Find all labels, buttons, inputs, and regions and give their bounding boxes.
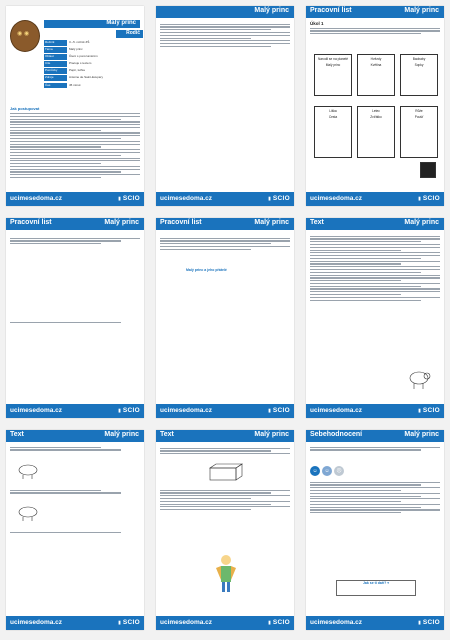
page-8 <box>156 430 294 630</box>
footer: ucimesedoma.cz ▮ SCIO <box>6 616 144 630</box>
fox-logo-icon <box>10 20 40 52</box>
info-row: Ročník 3.–5. ročník ZŠ <box>45 40 90 44</box>
page-4 <box>6 218 144 418</box>
sheep-doodle-icon <box>16 462 42 480</box>
page-2-text <box>160 22 290 49</box>
worksheet-box[interactable]: Hvězdy Květina <box>357 54 395 96</box>
header: Malý princ <box>156 6 294 18</box>
smile-icon: ☺ <box>310 466 320 476</box>
page-1 <box>6 6 144 206</box>
page-8-text <box>160 446 290 456</box>
page-7-text-3 <box>10 530 140 534</box>
worksheet-box[interactable]: Liška Cesta <box>314 106 352 158</box>
header: Text Malý princ <box>156 430 294 442</box>
little-prince-figure-icon <box>211 550 241 600</box>
worksheet-box[interactable]: Narodil se na planetě Malý princ <box>314 54 352 96</box>
header: Pracovní list Malý princ <box>6 218 144 230</box>
footer: ucimesedoma.cz ▮ SCIO <box>156 404 294 418</box>
section-title: Jak postupovat <box>10 106 40 111</box>
info-row: Oblast Čtení s porozuměním <box>45 54 98 59</box>
page-6-text <box>310 234 440 302</box>
info-table <box>44 40 140 90</box>
page-7 <box>6 430 144 630</box>
header: Text Malý princ <box>6 430 144 442</box>
page-9-text <box>310 445 440 452</box>
footer: ucimesedoma.cz ▮ SCIO <box>6 192 144 206</box>
header: Pracovní list Malý princ <box>156 218 294 230</box>
page-1-title-bar: Malý princ <box>44 20 140 28</box>
page-9-text-2 <box>310 480 440 515</box>
rodic-badge: Rodič <box>116 30 143 38</box>
info-row: Čas 45 minut <box>45 82 81 87</box>
footer: ucimesedoma.cz ▮ SCIO <box>156 616 294 630</box>
page-7-text-2 <box>10 488 140 495</box>
info-row: Cíle Pracuje s textem <box>45 61 92 66</box>
page-8-text-2 <box>160 488 290 512</box>
page-6 <box>306 218 444 418</box>
footer: ucimesedoma.cz ▮ SCIO <box>156 192 294 206</box>
page-2 <box>156 6 294 206</box>
page-5-text <box>160 236 290 252</box>
page-4-text-2 <box>10 320 140 324</box>
neutral-icon: ☺ <box>322 466 332 476</box>
sheep-doodle-icon <box>406 368 432 392</box>
page-5 <box>156 218 294 418</box>
sad-icon: ☹ <box>334 466 344 476</box>
box-doodle-icon <box>206 462 246 482</box>
page-3 <box>306 6 444 206</box>
page-7-text <box>10 445 140 452</box>
page-4-text <box>10 236 140 246</box>
info-row: Téma Malý princ <box>45 47 83 52</box>
task-text: Úkol 1 <box>310 21 440 36</box>
worksheet-box[interactable]: Baobaby Sopky <box>400 54 438 96</box>
footer: ucimesedoma.cz ▮ SCIO <box>6 404 144 418</box>
info-row: Pomůcky Papír, tužka <box>45 68 85 73</box>
header: Text Malý princ <box>306 218 444 230</box>
worksheet-box[interactable]: Letec Zvířátko <box>357 106 395 158</box>
header: Pracovní list Malý princ <box>306 6 444 18</box>
sheep-doodle-icon <box>16 504 42 522</box>
info-row: Zdroje Antoine de Saint-Exupéry <box>45 75 104 80</box>
header: Sebehodnocení Malý princ <box>306 430 444 442</box>
footer: ucimesedoma.cz ▮ SCIO <box>306 404 444 418</box>
footer: ucimesedoma.cz ▮ SCIO <box>306 616 444 630</box>
black-square <box>420 162 436 178</box>
page-9 <box>306 430 444 630</box>
dropdown[interactable]: Jak se ti daří? ▾ <box>336 580 416 596</box>
footer: ucimesedoma.cz ▮ SCIO <box>306 192 444 206</box>
highlight-text: Malý princ a jeho přátelé <box>186 268 227 272</box>
page-1-body <box>10 106 140 180</box>
worksheet-box[interactable]: Růže Poušť <box>400 106 438 158</box>
